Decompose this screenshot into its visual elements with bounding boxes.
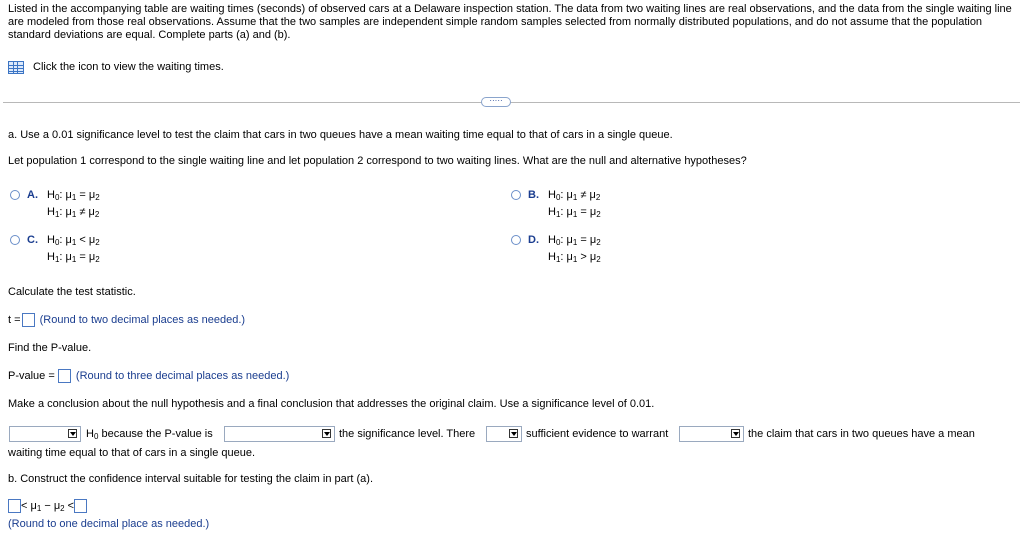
comparison-dropdown[interactable] xyxy=(224,426,335,442)
option-d-h0: H0: μ1 = μ2 xyxy=(548,234,601,247)
part-a-question: a. Use a 0.01 significance level to test the claim that cars in two queues have a mean waiting time equal to that of cars in a single queue. xyxy=(8,129,673,141)
t-hint: (Round to two decimal places as needed.) xyxy=(39,313,246,326)
p-prefix: P-value = xyxy=(8,369,55,382)
ci-lower-input[interactable] xyxy=(8,499,21,513)
option-b-h0: H0: μ1 ≠ μ2 xyxy=(548,189,601,202)
p-hint: (Round to three decimal places as needed.) xyxy=(75,369,290,382)
option-c-h0: H0: μ1 < μ2 xyxy=(47,234,100,247)
ci-middle: < μ1 − μ2 < xyxy=(21,499,75,513)
problem-intro: Listed in the accompanying table are waiting times (seconds) of observed cars at a Delaware inspection station. The data from two waiting lines are real observations, and the data from the single waiting line are modeled from those real observations. Assume that the two samples are independent simple random samples selected from normally distributed populations, and do not assume that the population standard deviations are equal. Complete parts (a) and (b). xyxy=(8,3,1012,41)
conclusion-text-5: waiting time equal to that of cars in a single queue. xyxy=(8,447,256,459)
option-b-letter: B. xyxy=(528,189,539,201)
view-data-link[interactable]: Click the icon to view the waiting times. xyxy=(33,61,224,73)
chevron-down-icon xyxy=(322,429,331,438)
t-prefix: t = xyxy=(8,313,21,326)
conclusion-text-3: sufficient evidence to warrant xyxy=(526,428,669,440)
confidence-interval-row xyxy=(8,499,87,513)
chevron-down-icon xyxy=(68,429,77,438)
ci-upper-input[interactable] xyxy=(74,499,87,513)
conclusion-text-4: the claim that cars in two queues have a mean xyxy=(748,428,975,440)
data-table-icon[interactable] xyxy=(8,61,24,74)
conclusion-label: Make a conclusion about the null hypothesis and a final conclusion that addresses the original claim. Use a significance level of 0.01. xyxy=(8,398,655,410)
option-d-radio[interactable] xyxy=(511,235,521,245)
option-b-radio[interactable] xyxy=(511,190,521,200)
calc-test-statistic-label: Calculate the test statistic. xyxy=(8,286,136,298)
option-c-h1: H1: μ1 = μ2 xyxy=(47,251,100,264)
part-b-hint: (Round to one decimal place as needed.) xyxy=(8,518,210,530)
option-d-h1: H1: μ1 > μ2 xyxy=(548,251,601,264)
find-p-value-label: Find the P-value. xyxy=(8,342,92,354)
conclusion-text-2: the significance level. There xyxy=(339,428,476,440)
option-a-radio[interactable] xyxy=(10,190,20,200)
section-divider xyxy=(3,102,1020,103)
option-b-h1: H1: μ1 = μ2 xyxy=(548,206,601,219)
support-reject-dropdown[interactable] xyxy=(679,426,744,442)
option-c-radio[interactable] xyxy=(10,235,20,245)
reject-decision-dropdown[interactable] xyxy=(9,426,81,442)
part-b-question: b. Construct the confidence interval suitable for testing the claim in part (a). xyxy=(8,473,374,485)
option-c-letter: C. xyxy=(27,234,38,246)
part-a-instruction: Let population 1 correspond to the single waiting line and let population 2 correspond to two waiting lines. What are the null and alternative hypotheses? xyxy=(8,155,747,167)
p-value-row xyxy=(8,369,289,383)
chevron-down-icon xyxy=(509,429,518,438)
t-statistic-input[interactable] xyxy=(22,313,35,327)
p-value-input[interactable] xyxy=(58,369,71,383)
is-is-not-dropdown[interactable] xyxy=(486,426,522,442)
conclusion-text-1: H0 because the P-value is xyxy=(86,428,213,441)
t-statistic-row xyxy=(8,313,245,327)
option-a-h0: H0: μ1 = μ2 xyxy=(47,189,100,202)
expand-more-button[interactable]: ····· xyxy=(481,97,511,107)
option-a-letter: A. xyxy=(27,189,38,201)
option-a-h1: H1: μ1 ≠ μ2 xyxy=(47,206,100,219)
option-d-letter: D. xyxy=(528,234,539,246)
chevron-down-icon xyxy=(731,429,740,438)
